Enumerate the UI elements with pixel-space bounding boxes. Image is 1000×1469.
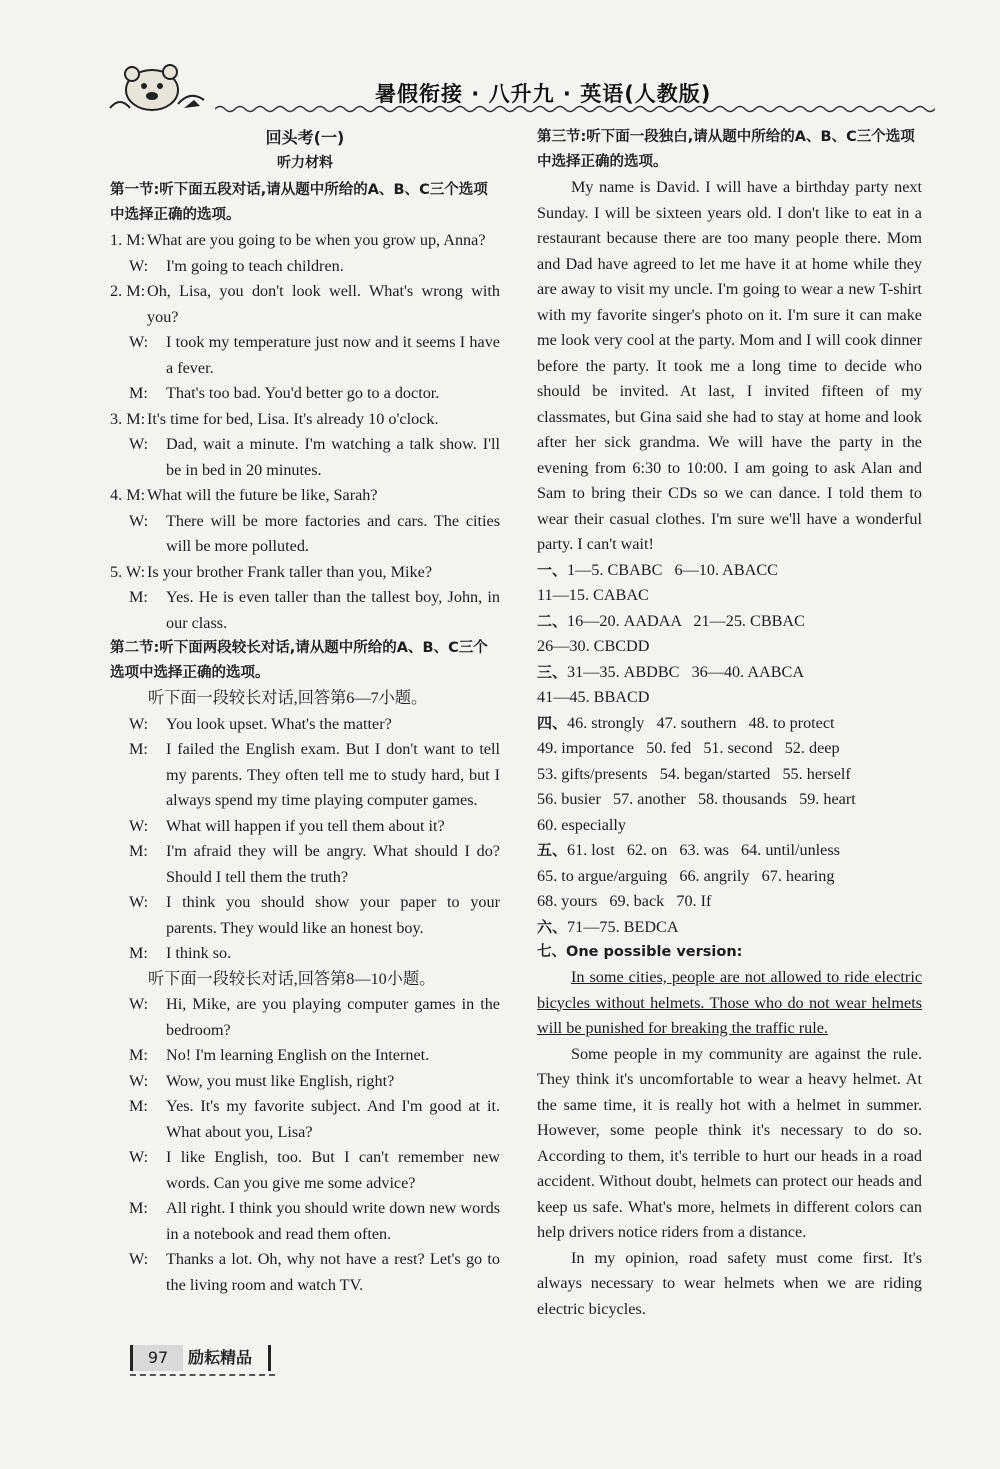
footer-dashed-line	[130, 1374, 275, 1376]
answer-text: 26—30. CBCDD	[537, 637, 650, 655]
header-title: 暑假衔接 · 八升九 · 英语(人教版)	[375, 82, 712, 106]
dialogue-text: It's time for bed, Lisa. It's already 10 o'clock.	[147, 409, 439, 428]
speaker-label: 1. M:	[110, 231, 146, 249]
dialogue-line	[110, 381, 500, 407]
speaker-label: M:	[129, 740, 148, 758]
section-3-heading: 第三节:听下面一段独白,请从题中所给的A、B、C三个选项中选择正确的选项。	[537, 129, 915, 170]
speaker-label: W:	[129, 995, 149, 1013]
speaker-label: W:	[129, 1071, 149, 1090]
conversation-line	[110, 1043, 500, 1069]
speaker-label: M:	[129, 842, 148, 860]
answer-text: 46. strongly 47. southern 48. to protect	[567, 713, 835, 732]
dialogue-text: What will happen if you tell them about it?	[166, 816, 445, 835]
dialogue-text: What are you going to be when you grow up, Anna?	[147, 231, 486, 249]
answer-text: 71—75. BEDCA	[567, 917, 679, 936]
speaker-label: M:	[129, 1046, 148, 1064]
speaker-label: 4. M:	[110, 486, 146, 504]
short-dialogues	[110, 228, 500, 636]
answer-section-number: 四、	[537, 713, 568, 732]
conversation-line	[110, 1094, 500, 1145]
answer-line	[537, 838, 922, 864]
dialogue-line	[110, 432, 500, 483]
answer-text: 68. yours 69. back 70. If	[537, 892, 712, 910]
speaker-label: W:	[129, 256, 149, 275]
conversation-line	[110, 941, 500, 967]
dialogue-text: That's too bad. You'd better go to a doctor.	[166, 384, 440, 402]
speaker-label: W:	[129, 816, 149, 835]
answer-line	[537, 889, 922, 915]
dialogue-text: You look upset. What's the matter?	[166, 714, 392, 733]
conversation-line	[110, 1247, 500, 1298]
dialogue-text: No! I'm learning English on the Internet.	[166, 1046, 430, 1064]
answer-line	[537, 813, 922, 839]
answer-text: 61. lost 62. on 63. was 64. until/unless	[567, 841, 840, 859]
conversation-1	[110, 712, 500, 967]
section-1-heading: 第一节:听下面五段对话,请从题中所给的A、B、C三个选项中选择正确的选项。	[110, 182, 488, 223]
dialogue-text: I'm afraid they will be angry. What should I do? Should I tell them the truth?	[166, 842, 500, 886]
speaker-label: M:	[129, 1199, 148, 1217]
essay-heading: 七、One possible version:	[537, 944, 743, 960]
answer-text: 49. importance 50. fed 51. second 52. deep	[537, 739, 840, 757]
dialogue-line	[110, 254, 500, 280]
monologue-text: My name is David. I will have a birthday party next Sunday. I will be sixteen years old. I don't like to eat in a restaurant because there are too many people there. Mom and Dad have agreed to let me have it at home while they are away to visit my uncle. I'm going to wear a new T-shirt with my favorite singer's photo on it. I'm sure it can make me look very cool at the party. Mom and I will cook dinner before the party. It took me a long time to decide who should be invited. At last, I invited fifteen of my classmates, but Gina said she had to stay at home and look after her sick grandma. We will have the party in the evening from 6:30 to 10:00. I am going to ask Alan and Sam to bring their CDs so we can dance. I told them to wear their casual clothes. I'm sure we'll have a wonderful party. I can't wait!	[537, 178, 922, 553]
dialogue-text: I think you should show your paper to your parents. They would like an honest boy.	[166, 893, 500, 937]
answer-section-number: 一、	[537, 560, 568, 579]
dialogue-text: Is your brother Frank taller than you, Mike?	[147, 562, 433, 581]
answer-section-number: 三、	[537, 662, 568, 681]
speaker-label: 2. M:	[110, 282, 146, 300]
answer-line	[537, 634, 922, 660]
answer-section-number: 二、	[537, 611, 568, 630]
dialogue-text: Oh, Lisa, you don't look well. What's wrong with you?	[147, 282, 500, 326]
dialogue-text: I took my temperature just now and it seems I have a fever.	[166, 333, 500, 377]
speaker-label: W:	[129, 1148, 149, 1166]
section-2-heading: 第二节:听下面两段较长对话,请从题中所给的A、B、C三个选项中选择正确的选项。	[110, 640, 488, 681]
answer-text: 31—35. ABDBC 36—40. AABCA	[567, 662, 805, 681]
dialogue-line	[110, 228, 500, 254]
answer-text: 60. especially	[537, 815, 626, 834]
brand-bar	[268, 1345, 271, 1371]
answer-section-number: 六、	[537, 917, 568, 936]
conversation-line	[110, 737, 500, 814]
answer-line	[537, 864, 922, 890]
left-column	[110, 125, 500, 1298]
bear-mascot-icon	[100, 60, 215, 116]
dialogue-line	[110, 585, 500, 636]
speaker-label: W:	[129, 893, 149, 911]
answer-text: 53. gifts/presents 54. began/started 55. herself	[537, 764, 851, 783]
dialogue-line	[110, 279, 500, 330]
answer-line	[537, 685, 922, 711]
answer-text: 11—15. CABAC	[537, 586, 649, 604]
right-column	[537, 125, 922, 1322]
test-title: 回头考(一)	[265, 128, 345, 147]
answer-line	[537, 558, 922, 584]
conversation-line	[110, 1145, 500, 1196]
conversation-2	[110, 992, 500, 1298]
dialogue-line	[110, 509, 500, 560]
essay-paragraph-3: In my opinion, road safety must come first. It's always necessary to wear helmets when we are riding electric bicycles.	[537, 1248, 922, 1318]
answer-text: 41—45. BBACD	[537, 688, 650, 706]
dialogue-text: Yes. He is even taller than the tallest boy, John, in our class.	[166, 588, 500, 632]
conversation-line	[110, 712, 500, 738]
answer-text: 65. to argue/arguing 66. angrily 67. hearing	[537, 866, 835, 885]
dialogue-text: All right. I think you should write down new words in a notebook and read them often.	[166, 1199, 500, 1243]
speaker-label: W:	[129, 714, 149, 733]
dialogue-text: I failed the English exam. But I don't want to tell my parents. They often tell me to study hard, but I always spend my time playing computer games.	[166, 740, 500, 809]
answer-line	[537, 609, 922, 635]
speaker-label: 5. W:	[110, 562, 146, 581]
dialogue-text: Dad, wait a minute. I'm watching a talk show. I'll be in bed in 20 minutes.	[166, 435, 500, 479]
conversation-2-intro: 听下面一段较长对话,回答第8—10小题。	[148, 969, 436, 988]
conversation-line	[110, 1069, 500, 1095]
answer-line	[537, 711, 922, 737]
speaker-label: W:	[129, 511, 149, 530]
dialogue-text: Hi, Mike, are you playing computer games in the bedroom?	[166, 995, 500, 1039]
conversation-line	[110, 1196, 500, 1247]
conversation-line	[110, 992, 500, 1043]
conversation-1-intro: 听下面一段较长对话,回答第6—7小题。	[148, 689, 428, 707]
answer-line	[537, 762, 922, 788]
header-wave-divider	[215, 104, 935, 114]
dialogue-text: Thanks a lot. Oh, why not have a rest? Let's go to the living room and watch TV.	[166, 1250, 500, 1294]
answer-line	[537, 660, 922, 686]
answer-line	[537, 787, 922, 813]
dialogue-text: I'm going to teach children.	[166, 256, 344, 275]
essay-paragraph-2: Some people in my community are against the rule. They think it's uncomfortable to wear a heavy helmet. At the same time, it is really hot with a helmet in summer. However, some people think it's necessary to do so. According to them, it's terrible to hurt our heads in a road accident. Without doubt, helmets can protect our heads and keep us safe. What's more, helmets in different colors can help drivers notice riders from a distance.	[537, 1044, 922, 1241]
conversation-line	[110, 839, 500, 890]
speaker-label: 3. M:	[110, 409, 146, 428]
speaker-label: M:	[129, 588, 148, 606]
brand-name: 励耘精品	[188, 1348, 253, 1367]
answer-text: 1—5. CBABC 6—10. ABACC	[567, 560, 778, 579]
dialogue-line	[110, 560, 500, 586]
speaker-label: M:	[129, 384, 148, 402]
speaker-label: W:	[129, 333, 149, 351]
conversation-line	[110, 814, 500, 840]
answer-key	[537, 558, 922, 941]
dialogue-text: What will the future be like, Sarah?	[147, 486, 378, 504]
dialogue-text: Yes. It's my favorite subject. And I'm good at it. What about you, Lisa?	[166, 1097, 500, 1141]
page-number: 97	[130, 1345, 183, 1371]
speaker-label: M:	[129, 1097, 148, 1115]
speaker-label: M:	[129, 944, 148, 962]
answer-text: 16—20. AADAA 21—25. CBBAC	[567, 611, 805, 630]
dialogue-text: There will be more factories and cars. The cities will be more polluted.	[166, 511, 500, 555]
dialogue-text: I think so.	[166, 944, 232, 962]
listening-material-heading: 听力材料	[277, 154, 333, 171]
dialogue-line	[110, 407, 500, 433]
dialogue-line	[110, 483, 500, 509]
essay-underlined-intro: In some cities, people are not allowed to ride electric bicycles without helmets. Those who do not wear helmets will be punished for breaking the traffic rule.	[537, 968, 922, 1037]
speaker-label: W:	[129, 1250, 149, 1268]
answer-text: 56. busier 57. another 58. thousands 59. heart	[537, 790, 856, 808]
dialogue-text: I like English, too. But I can't remember new words. Can you give me some advice?	[166, 1148, 500, 1192]
answer-section-number: 五、	[537, 841, 568, 859]
page-footer	[120, 1343, 290, 1377]
answer-line	[537, 736, 922, 762]
answer-line	[537, 915, 922, 941]
answer-line	[537, 583, 922, 609]
page-header	[100, 60, 940, 116]
speaker-label: W:	[129, 435, 149, 453]
dialogue-text: Wow, you must like English, right?	[166, 1071, 395, 1090]
conversation-line	[110, 890, 500, 941]
dialogue-line	[110, 330, 500, 381]
